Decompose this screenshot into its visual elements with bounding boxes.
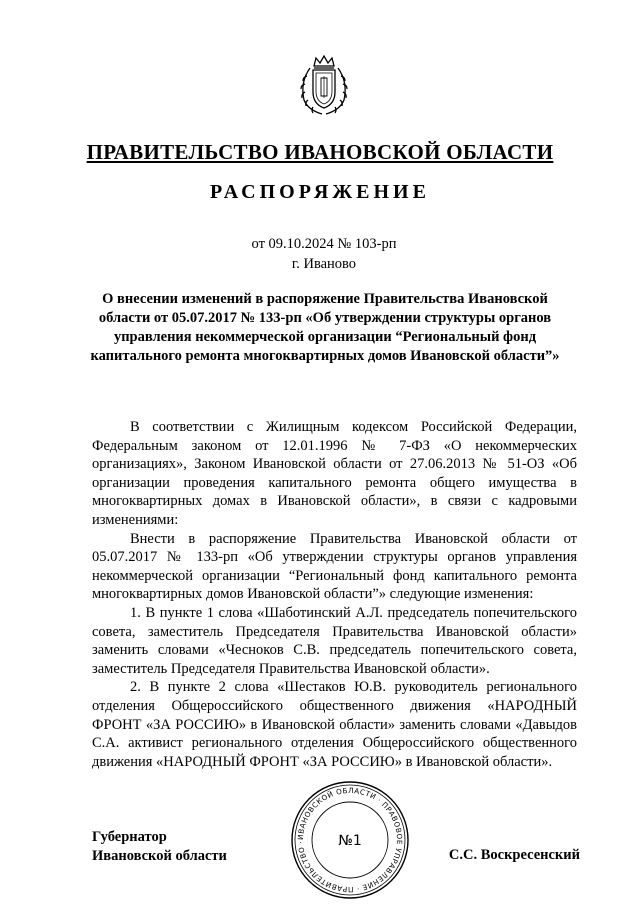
signer-name: С.С. Воскресенский: [448, 847, 580, 863]
coat-of-arms-icon: [296, 52, 352, 118]
document-date-number: от 09.10.2024 № 103-рп: [251, 236, 397, 252]
body-paragraph: В соответствии с Жилищным кодексом Российской Федерации, Федеральным законом от 12.01.1996 № 7-ФЗ «О некоммерческих организациях», Законом Ивановской области от 27.06.2013 № 51-ОЗ «Об организации проведения капитального ремонта общего имущества в многоквартирных домах в Ивановской области», в связи с кадровыми изменениями:: [92, 419, 577, 528]
document-subject: О внесении изменений в распоряжение Правительства Ивановской области от 05.07.2017 № 133-рп «Об утверждении структуры органов управления некоммерческой организации “Региональный фонд капитального ремонта многоквартирных домов Ивановской области”»: [90, 291, 560, 364]
body-paragraph: Внести в распоряжение Правительства Ивановской области от 05.07.2017 № 133-рп «Об утверждении структуры органов управления некоммерческой организации “Региональный фонд капитального ремонта многоквартирных домов Ивановской области”» следующие изменения:: [92, 530, 577, 603]
signer-title-line-1: Губернатор: [92, 829, 167, 845]
stamp-ring-text: ИВАНОВСКОЙ ОБЛАСТИ · ПРАВОВОЕ УПРАВЛЕНИЕ · ПРАВИТЕЛЬСТВО ·: [295, 785, 405, 895]
government-title: ПРАВИТЕЛЬСТВО ИВАНОВСКОЙ ОБЛАСТИ: [86, 140, 554, 164]
document-body: [92, 418, 577, 771]
signer-title-line-2: Ивановской области: [92, 848, 227, 864]
document-type-heading: РАСПОРЯЖЕНИЕ: [210, 181, 430, 203]
document-city: г. Иваново: [291, 256, 357, 272]
body-paragraph: 2. В пункте 2 слова «Шестаков Ю.В. руководитель регионального отделения Общероссийского общественного движения «НАРОДНЫЙ ФРОНТ «ЗА РОССИЮ» в Ивановской области» заменить словами «Давыдов С.А. активист регионального отделения Общероссийского общественного движения «НАРОДНЫЙ ФРОНТ «ЗА РОССИЮ» в Ивановской области».: [92, 679, 577, 770]
stamp-number: №1: [338, 833, 362, 849]
signer-position: [92, 828, 227, 866]
official-stamp-icon: [288, 778, 412, 902]
body-paragraph: 1. В пункте 1 слова «Шаботинский А.Л. председатель попечительского совета, заместитель Председателя Правительства Ивановской области» заменить словами «Чесноков С.В. председатель попечительского совета, заместитель Председателя Правительства Ивановской области».: [92, 604, 577, 677]
